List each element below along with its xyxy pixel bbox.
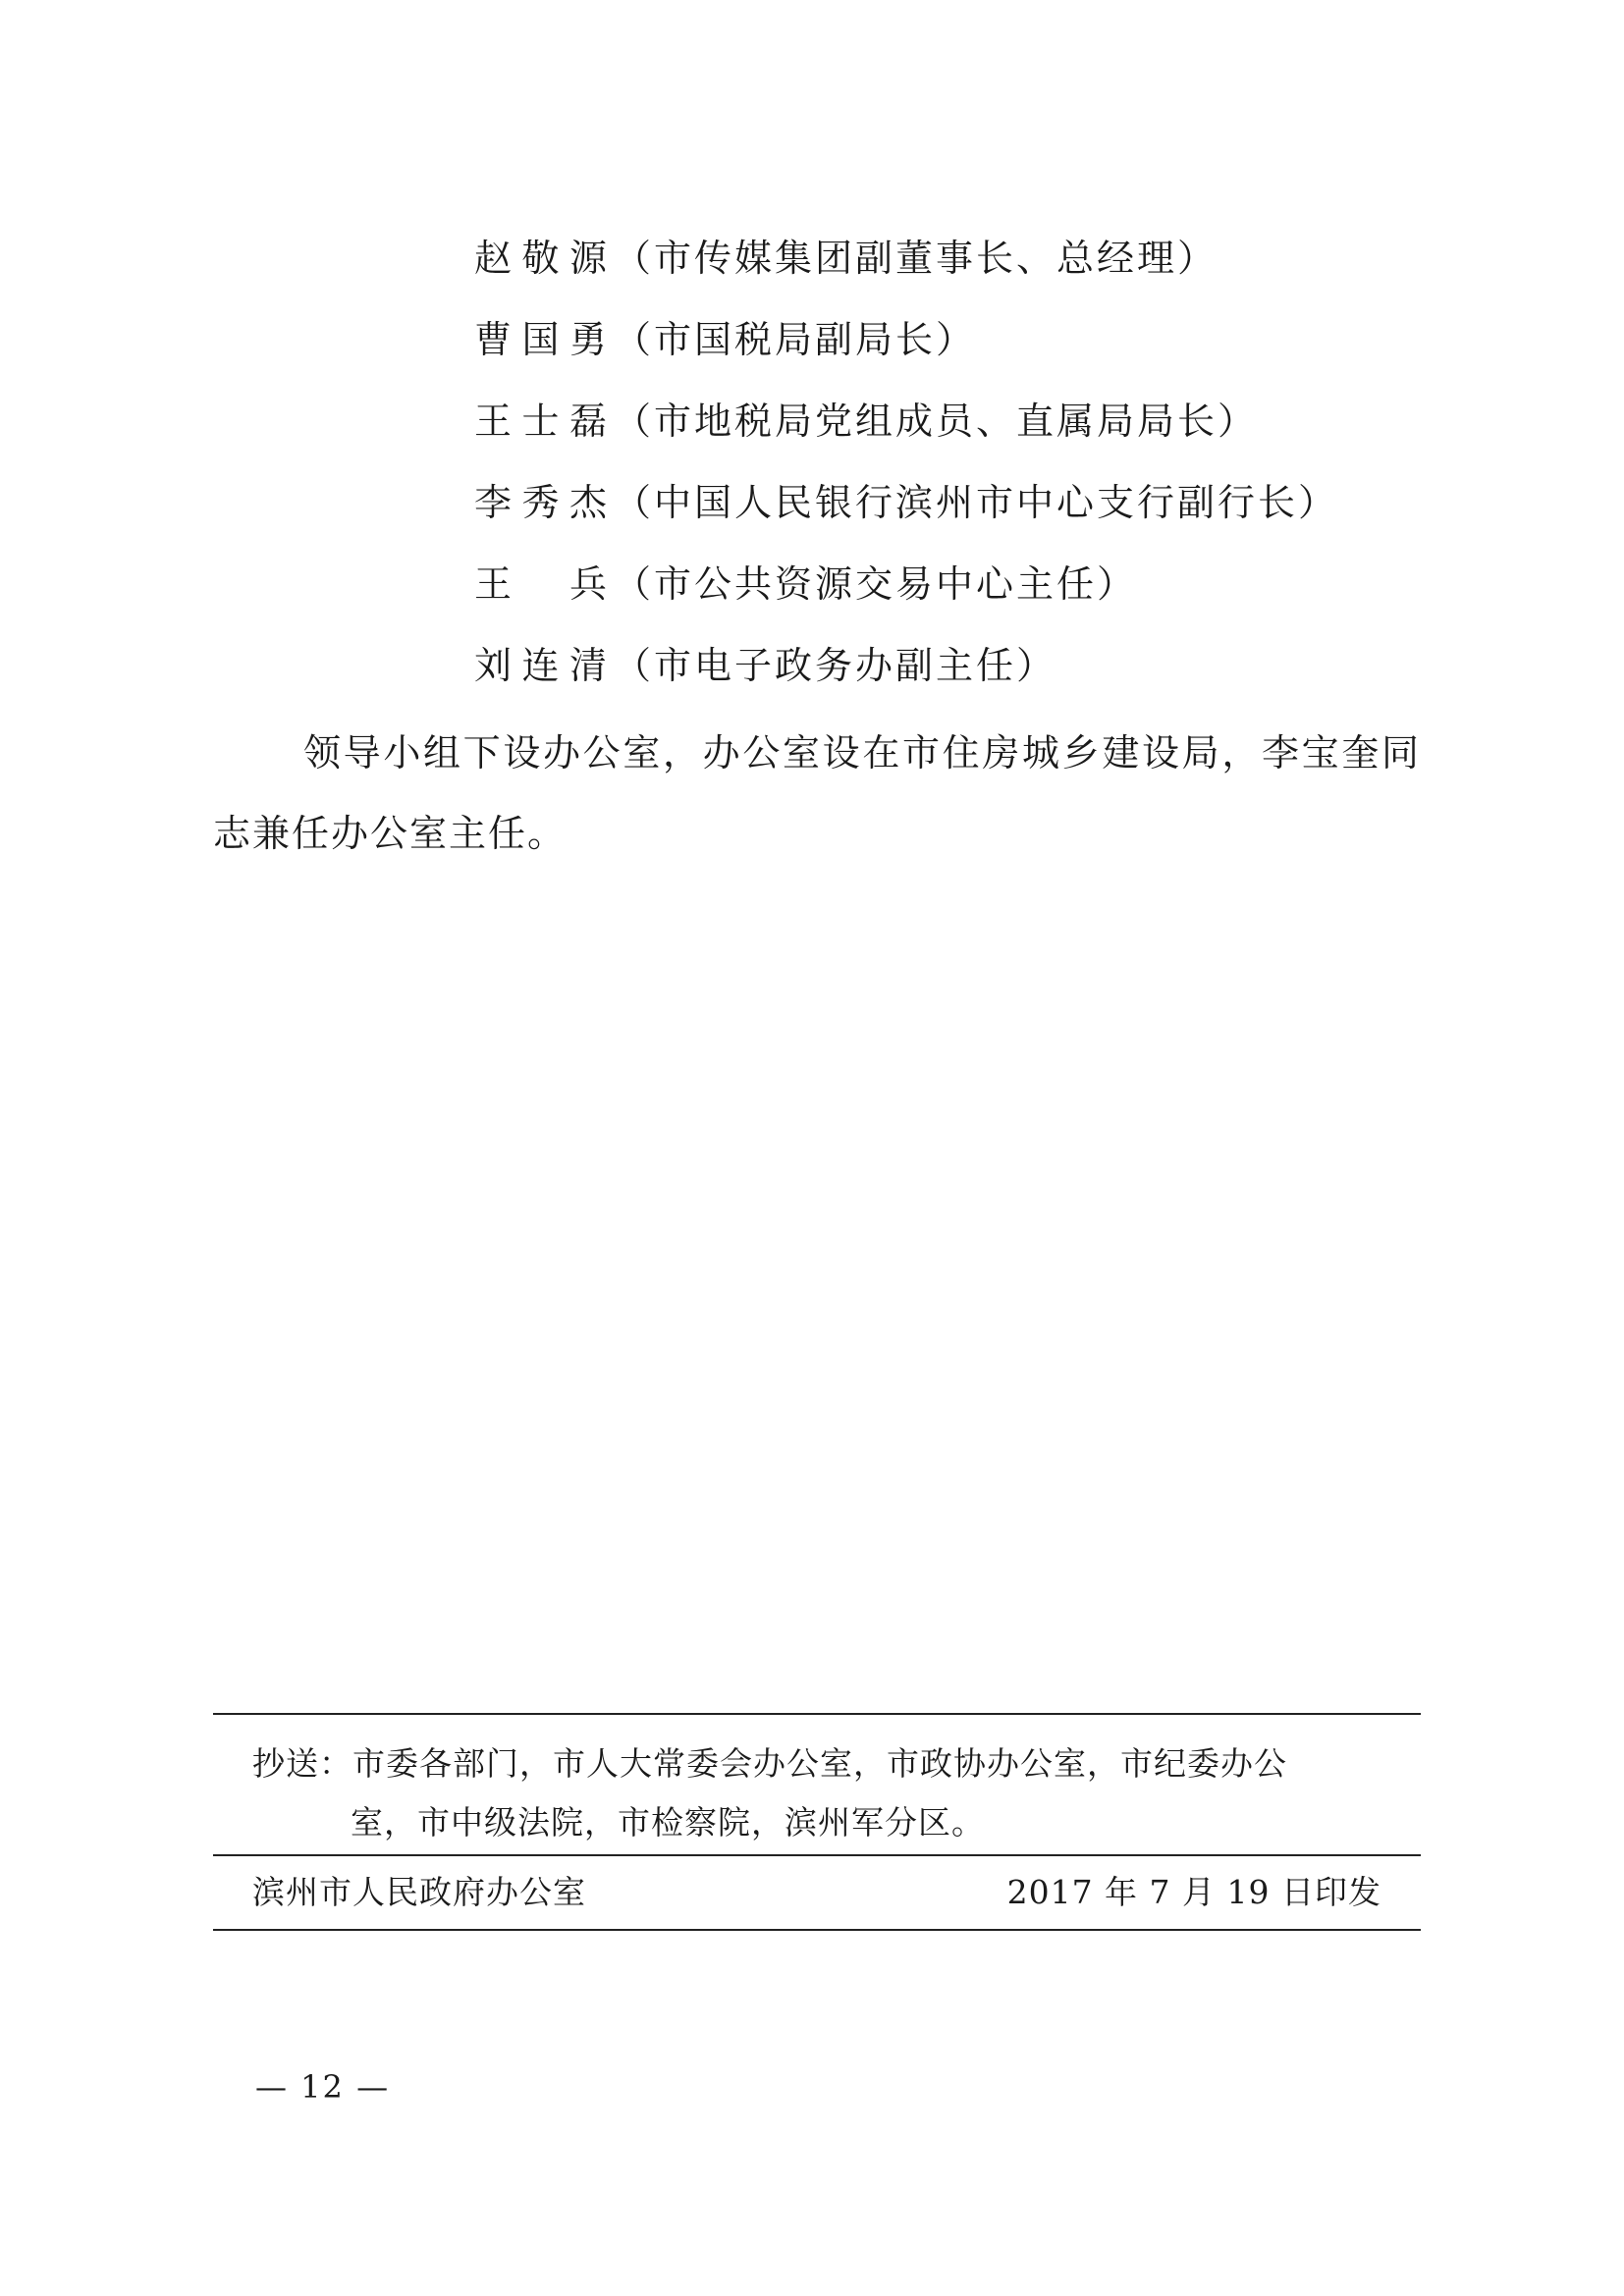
footer-bottom-rule	[213, 1929, 1421, 1931]
member-title: （中国人民银行滨州市中心支行副行长）	[614, 481, 1339, 524]
member-name: 曹国勇	[474, 318, 610, 361]
issue-date: 2017 年 7 月 19 日印发	[1006, 1873, 1381, 1911]
member-name: 李秀杰	[474, 481, 610, 524]
member-title: （市电子政务办副主任）	[614, 644, 1057, 687]
cc-line-1	[252, 1735, 1381, 1793]
office-paragraph: 领导小组下设办公室，办公室设在市住房城乡建设局，李宝奎同志兼任办公室主任。	[213, 731, 1421, 855]
cc-recipients-2: 室，市中级法院，市检察院，滨州军分区。	[351, 1803, 985, 1842]
member-title: （市地税局党组成员、直属局局长）	[614, 400, 1259, 443]
member-name: 王士磊	[474, 400, 610, 443]
member-list	[474, 224, 1456, 713]
member-item	[474, 387, 1456, 468]
page-number: — 12 —	[255, 2068, 391, 2106]
cc-block	[213, 1715, 1421, 1854]
member-title: （市国税局副局长）	[614, 318, 977, 361]
cc-recipients-1: 市委各部门，市人大常委会办公室，市政协办公室，市纪委办公	[352, 1744, 1287, 1783]
member-item	[474, 631, 1456, 713]
member-name: 赵敬源	[474, 237, 610, 280]
member-name: 刘连清	[474, 644, 610, 687]
member-title: （市公共资源交易中心主任）	[614, 562, 1138, 606]
member-name: 王 兵	[474, 562, 610, 606]
member-item	[474, 468, 1456, 550]
member-item	[474, 550, 1456, 631]
issuer-name: 滨州市人民政府办公室	[252, 1873, 586, 1911]
cc-label: 抄送：	[252, 1744, 352, 1783]
member-title: （市传媒集团副董事长、总经理）	[614, 237, 1218, 280]
document-footer	[213, 1713, 1421, 1931]
issuer-row	[213, 1856, 1421, 1929]
member-item	[474, 305, 1456, 387]
member-item	[474, 224, 1456, 305]
